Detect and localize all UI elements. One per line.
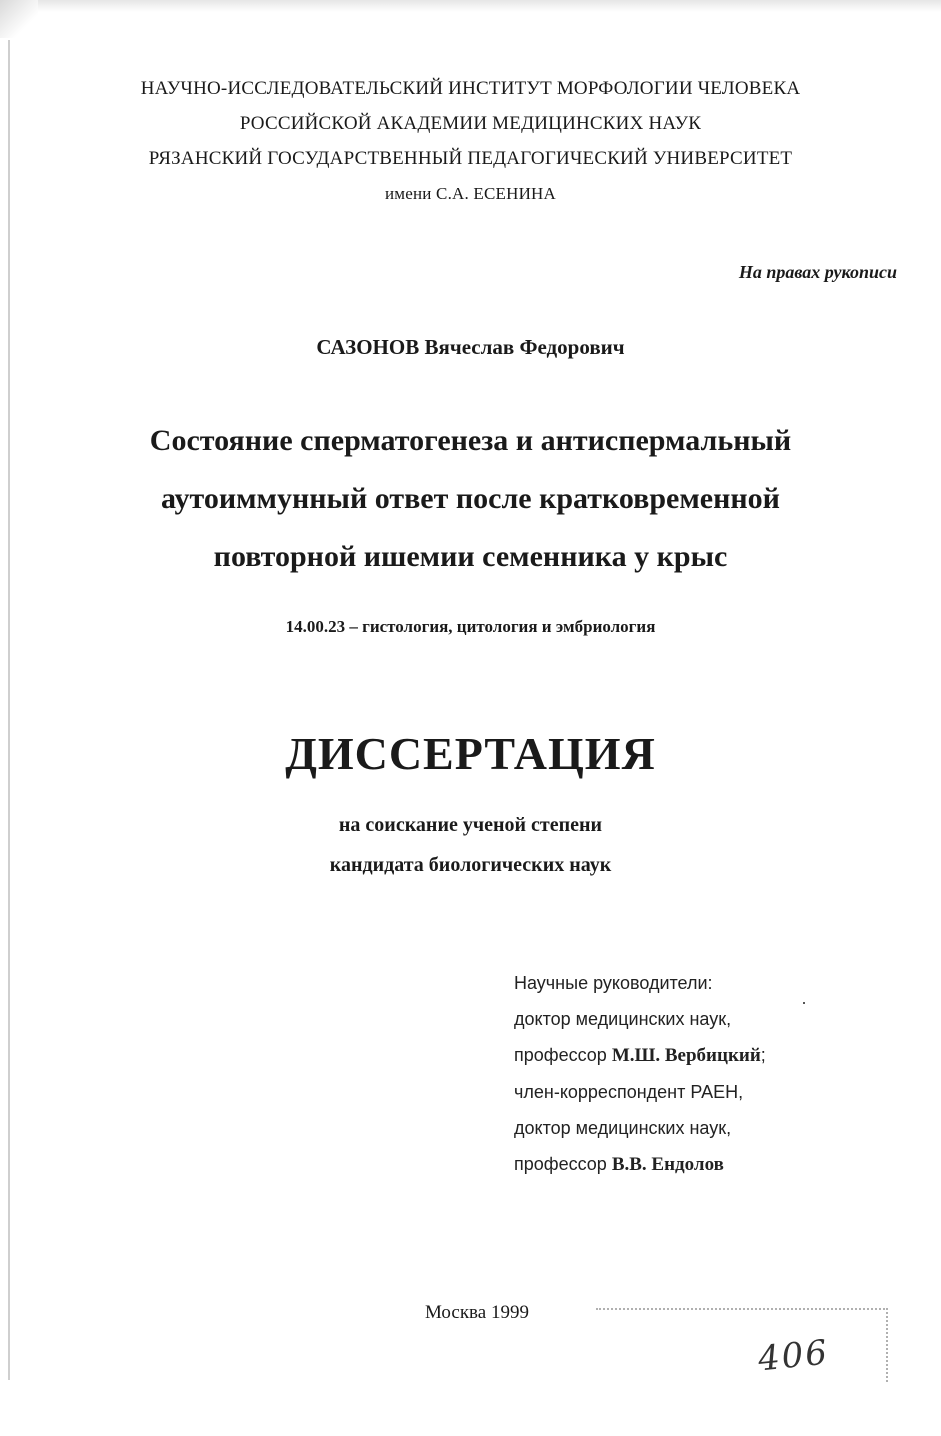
city-year: Москва 1999 (425, 1302, 529, 1323)
scan-speck (803, 1002, 805, 1004)
title-line-3: повторной ишемии семенника у крыс (213, 540, 728, 573)
stamp-frame (596, 1308, 888, 1382)
handwritten-page-number: 406 (756, 1332, 831, 1380)
title-line-1: Состояние сперматогенеза и антиспермальный (149, 424, 792, 457)
scan-corner-shadow (0, 0, 38, 38)
degree-info (0, 805, 941, 885)
supervisor-1-name: М.Ш. Вербицкий (611, 1045, 761, 1066)
supervisor-2-name: В.В. Ендолов (611, 1154, 724, 1175)
institution-header (0, 72, 941, 212)
rights-note: На правах рукописи (738, 262, 897, 282)
document-type-heading: ДИССЕРТАЦИЯ (285, 728, 656, 779)
institution-line-4: имени С.А. ЕСЕНИНА (384, 184, 557, 203)
dissertation-title (0, 412, 941, 586)
title-line-2: аутоиммунный ответ после кратковременной (161, 482, 780, 515)
degree-line-2: кандидата биологических наук (329, 854, 612, 876)
supervisors-block (514, 965, 766, 1183)
supervisor-2-degree: доктор медицинских наук, (514, 1118, 732, 1138)
institution-line-1: НАУЧНО-ИССЛЕДОВАТЕЛЬСКИЙ ИНСТИТУТ МОРФОЛОГИИ ЧЕЛОВЕКА (140, 78, 801, 99)
author-name: САЗОНОВ Вячеслав Федорович (316, 335, 625, 359)
scan-edge-top (0, 0, 941, 12)
institution-line-2: РОССИЙСКОЙ АКАДЕМИИ МЕДИЦИНСКИХ НАУК (239, 113, 702, 134)
supervisors-heading: Научные руководители: (514, 973, 713, 993)
supervisor-1-title: профессор (514, 1045, 607, 1065)
institution-line-3: РЯЗАНСКИЙ ГОСУДАРСТВЕННЫЙ ПЕДАГОГИЧЕСКИЙ УНИВЕРСИТЕТ (148, 148, 793, 169)
supervisor-2-line (514, 1146, 766, 1183)
degree-line-1: на соискание ученой степени (338, 814, 603, 836)
supervisor-1-separator: ; (760, 1045, 766, 1065)
supervisor-1-degree: доктор медицинских наук, (514, 1009, 732, 1029)
specialty-code: 14.00.23 – гистология, цитология и эмбриология (285, 617, 656, 636)
supervisor-2-title: профессор (514, 1154, 607, 1174)
supervisor-2-member: член-корреспондент РАЕН, (514, 1082, 744, 1102)
scan-edge-left (8, 40, 10, 1380)
supervisor-1-line (514, 1037, 766, 1074)
